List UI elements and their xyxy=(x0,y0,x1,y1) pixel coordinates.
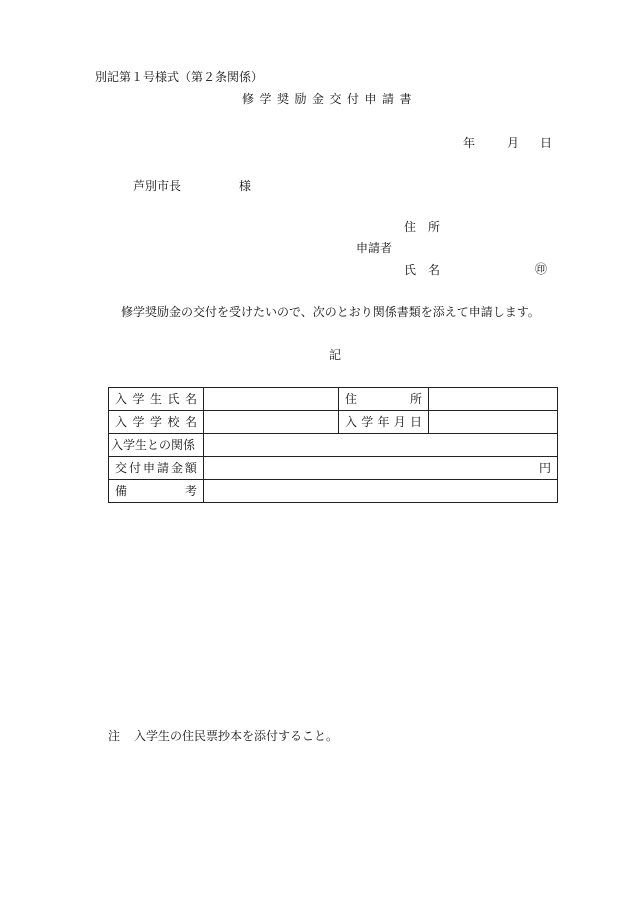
label-char: 月 xyxy=(393,415,406,429)
label-char: 入 xyxy=(115,415,128,429)
field-relationship[interactable] xyxy=(204,434,558,457)
label-remarks-text xyxy=(115,484,197,498)
label-char: 氏 xyxy=(167,392,180,406)
label-char: 学 xyxy=(132,392,145,406)
date-day: 日 xyxy=(540,136,553,150)
label-enroll-date xyxy=(339,411,429,434)
addressee-honorific: 様 xyxy=(239,179,252,193)
addressee xyxy=(133,179,251,193)
label-remarks xyxy=(109,480,204,503)
date-year: 年 xyxy=(463,136,476,150)
label-char: 備 xyxy=(115,484,128,498)
label-char: 校 xyxy=(167,415,180,429)
label-address xyxy=(339,388,429,411)
ki-heading: 記 xyxy=(329,348,342,362)
applicant-address-label: 住 所 xyxy=(404,220,441,234)
label-char: 申 xyxy=(142,461,155,475)
footnote-prefix: 注 xyxy=(108,729,121,743)
footnote-text: 入学生の住民票抄本を添付すること。 xyxy=(134,729,339,743)
label-char: 額 xyxy=(184,461,197,475)
label-relationship: 入学生との関係 xyxy=(109,434,204,457)
table-row xyxy=(109,457,558,480)
label-char: 学 xyxy=(132,415,145,429)
label-char: 請 xyxy=(156,461,169,475)
label-char: 付 xyxy=(128,461,141,475)
label-char: 所 xyxy=(409,392,422,406)
label-address-text xyxy=(345,392,422,406)
label-student-name xyxy=(109,388,204,411)
date-month: 月 xyxy=(507,136,520,150)
label-char: 学 xyxy=(361,415,374,429)
label-school-name-text xyxy=(115,415,197,429)
label-enroll-date-text xyxy=(345,415,422,429)
label-amount-text xyxy=(115,461,197,475)
label-char: 交 xyxy=(115,461,128,475)
field-address[interactable] xyxy=(429,388,558,411)
table-row xyxy=(109,411,558,434)
footnote xyxy=(108,729,338,743)
label-char: 考 xyxy=(184,484,197,498)
label-char: 入 xyxy=(345,415,358,429)
application-table xyxy=(108,387,558,503)
label-char: 入 xyxy=(115,392,128,406)
table-row xyxy=(109,434,558,457)
label-char: 名 xyxy=(184,392,197,406)
table-row xyxy=(109,480,558,503)
table-row xyxy=(109,388,558,411)
amount-unit: 円 xyxy=(538,461,551,475)
addressee-name: 芦別市長 xyxy=(133,179,182,193)
label-char: 住 xyxy=(345,392,358,406)
document-title: 修学奨励金交付申請書 xyxy=(242,92,418,106)
applicant-name-label: 氏 名 xyxy=(404,263,441,277)
applicant-label: 申請者 xyxy=(356,241,393,255)
seal-mark: ㊞ xyxy=(535,262,548,276)
label-school-name xyxy=(109,411,204,434)
form-id: 別記第１号様式（第２条関係） xyxy=(95,70,264,84)
label-char: 金 xyxy=(170,461,183,475)
field-student-name[interactable] xyxy=(204,388,339,411)
label-char: 年 xyxy=(377,415,390,429)
label-amount xyxy=(109,457,204,480)
field-amount[interactable] xyxy=(204,457,558,480)
date-line xyxy=(463,136,552,150)
field-remarks[interactable] xyxy=(204,480,558,503)
application-statement: 修学奨励金の交付を受けたいので、次のとおり関係書類を添えて申請します。 xyxy=(121,305,540,319)
label-char: 名 xyxy=(184,415,197,429)
label-char: 生 xyxy=(149,392,162,406)
label-char: 学 xyxy=(149,415,162,429)
field-school-name[interactable] xyxy=(204,411,339,434)
label-char: 日 xyxy=(409,415,422,429)
field-enroll-date[interactable] xyxy=(429,411,558,434)
label-student-name-text xyxy=(115,392,197,406)
